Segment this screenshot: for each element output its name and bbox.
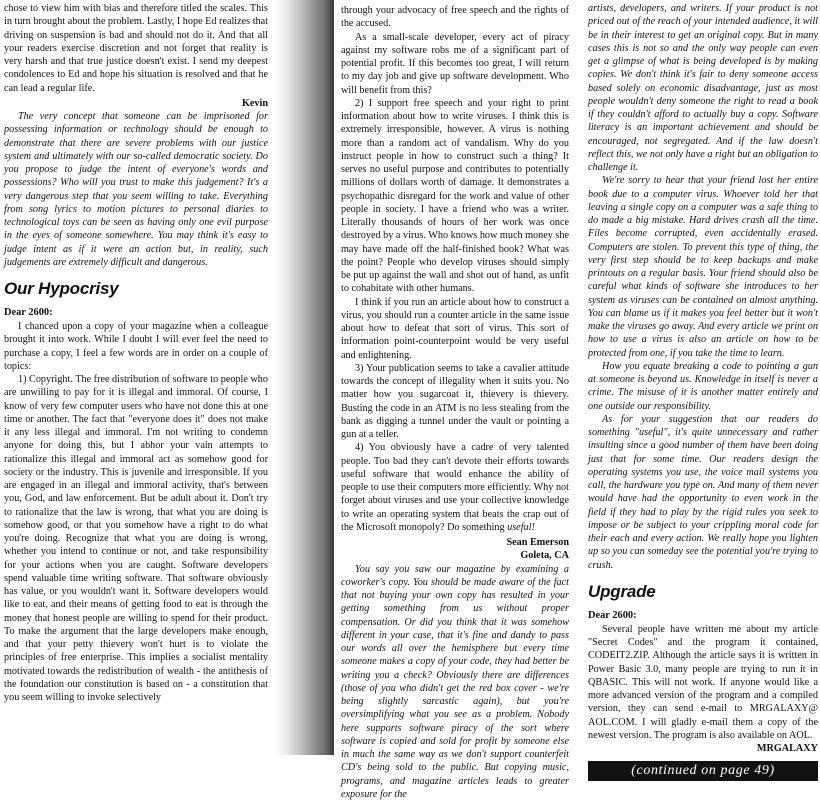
- letter-paragraph: As a small-scale developer, every act of piracy against my software robs me of a significant part of potential profit. If this becomes too great, I will return to my day job and give up software development. Who will benefit from this?: [341, 31, 569, 97]
- column-middle: [337, 0, 571, 755]
- editor-reply: We're sorry to hear that your friend lost her entire book due to a computer virus. Whoever told her that leaving a single copy on a computer was a safe thing to do made a big mistake. Hard drives crash all the time. Files become corrupted, even accidentally erased. Computers are stolen. To prevent this type of thing, the very first step should be to keep backups and make printouts on a regular basis. Your friend should also be careful what kinds of software she introduces to her system as viruses can be contained on almost anything. You can blame us if it makes you feel better but it won't make the viruses go away. And every article we print on how to use a virus is also an article on how to be protected from one, if you take the time to learn.: [588, 174, 818, 360]
- letter-salutation: Dear 2600:: [4, 307, 268, 318]
- editor-reply: As for your suggestion that our readers do something "useful", it's quite unnecessary and rather insulting since a good number of them have been doing just that for some time. Our readers design the operating systems you use, the voice mail systems you call, the hardware you type on. And many of them never would have had the opportunity to even work in the field if they had to play by the rigid rules you seek to impose or be subject to your crippling moral code for their each and every action. We really hope you lighten up so you can someday see the potential you're trying to crush.: [588, 413, 818, 572]
- letter-paragraph: I chanced upon a copy of your magazine when a colleague brought it into work. While I doubt I will ever feel the need to purchase a copy, I feel a few words are in order on a couple of topics:: [4, 320, 268, 373]
- letter-paragraph: [341, 441, 569, 534]
- section-heading: Upgrade: [588, 582, 818, 602]
- letter-paragraph: 2) I support free speech and your right to print information about how to write viruses. I think this is extremely irresponsible, however. A virus is nothing more than a random act of vandalism. Why do you instruct people in how to construct such a thing? It serves no useful purpose and contributes to potentially millions of dollars worth of damage. It demonstrates a psychopathic disregard for the work and value of other people in society. I have a friend who was a writer. Literally thousands of hours of her work was once destroyed by a virus. Who knows how much money she may have made off the half-finished book? What was the point? People who develop viruses should simply be put up against the wall and shot out of hand, as unfit to cohabitate with other humans.: [341, 97, 569, 296]
- emphasis-text: useful!: [507, 522, 535, 533]
- letter-signature: Kevin: [4, 97, 268, 110]
- letter-paragraph: Several people have written me about my article "Secret Codes" and the program it contained, CODEIT2.ZIP. Although the article says it is written in Power Basic 3.0, many people are trying to run it in QBASIC. This will not work. If anyone would like a more advanced version of the program and a compiled version, they can send e-mail to MRGALAXY@ AOL.COM. I will gladly e-mail them a copy of the newest version. The program is also available on AOL.: [588, 623, 818, 742]
- letter-paragraph: 3) Your publication seems to take a cavalier attitude towards the concept of illegality when it suits you. No matter how you sugarcoat it, thievery is thievery. Busting the code in an ATM is no less stealing from the bank as digging a tunnel under the vault or pointing a gun at a teller.: [341, 362, 569, 442]
- section-heading: Our Hypocrisy: [4, 279, 268, 299]
- letter-location: Goleta, CA: [341, 549, 569, 562]
- letter-text: chose to view him with bias and therefore titled the scales. This in turn brought about the problem. Lastly, I hope Ed realizes that driving on suspension is bad and should not do it. And that all your readers exercise discretion and not forget that reality is very harsh and that true justice doesn't exist. I send my deepest condolences to Ed and hope his situation is resolved and that he can lead a regular life.: [4, 2, 268, 95]
- column-right: [582, 0, 820, 755]
- editor-reply: How you equate breaking a code to pointing a gun at someone is beyond us. Knowledge in itself is never a crime. The misuse of it is another matter entirely and one outside our responsibility.: [588, 360, 818, 413]
- letter-paragraph-text: 4) You obviously have a cadre of very talented people. Too bad they can't devote their efforts towards useful software that would enhance the ability of people to use their computers more efficiently. Why not forget about viruses and use your collective knowledge to write an operating system that beats the crap out of the Microsoft monopoly? Do something: [341, 442, 569, 533]
- page-spine-shadow: [272, 0, 334, 755]
- editor-reply: You say you saw our magazine by examining a coworker's copy. You should be made aware of the fact that not buying your own copy has resulted in your getting something from us without proper compensation. Or did you think that it was somehow different in your case, that it's fine and dandy to pass our words all over the hemisphere but every time someone makes a copy of your code, they had better be writing you a check? Obviously there are differences (those of you who didn't get the red box cover - we're being slightly sarcastic again), but you're oversimplifying what you see as a problem. Nobody here supports software piracy of the sort where software is copied and sold for profit by someone else in much the same way as we don't support counterfeit CD's being sold to the public. But copying music, programs, and magazine articles leads to greater exposure for the: [341, 563, 569, 801]
- continued-banner: (continued on page 49): [588, 761, 818, 781]
- letter-salutation: Dear 2600:: [588, 610, 818, 621]
- editor-reply: The very concept that someone can be imprisoned for possessing information or technology should be enough to demonstrate that there are severe problems with our justice system and ultimately with our so-called democratic society. Do you propose to judge the intent of everyone's words and possessions? Who will you trust to make this judgement? It's a very dangerous step that you seem willing to take. Everything from song lyrics to motion pictures to personal diaries to technological toys can be seen as having only one evil purpose in the eyes of someone somewhere. You may think it's easy to judge intent as if it were an action but, in reality, such judgements are extremely difficult and dangerous.: [4, 110, 268, 269]
- column-left: [0, 0, 272, 755]
- editor-reply: artists, developers, and writers. If your product is not priced out of the reach of your intended audience, it will be in their interest to get an original copy. But in many cases this is not so and the only way people can even get a glimpse of what is being developed is by making copies. We don't think it's fair to deny someone access based solely on economic disadvantage, just as most people wouldn't deny someone the right to read a book if they couldn't afford to actually buy a copy. Software literacy is an important achievement and should be encouraged, not segregated. And if the law doesn't reflect this, we not only have a right but an obligation to challenge it.: [588, 2, 818, 174]
- letter-paragraph: I think if you run an article about how to construct a virus, you should run a counter article in the same issue about how to defeat that sort of virus. This sort of information point-counterpoint would be very useful and enlightening.: [341, 296, 569, 362]
- letter-paragraph: through your advocacy of free speech and the rights of the accused.: [341, 4, 569, 31]
- letter-paragraph: 1) Copyright. The free distribution of software to people who are unwilling to pay for it is illegal and immoral. Of course, I know of very few computer users who have not done this at one time or another. The fact that "everyone does it" does not make it any less illegal and immoral. I'm not writing to condemn anyone for doing this, but I abhor your vain attempts to rationalize this illegal and immoral act as somehow good for society or the industry. This is juvenile and irresponsible. If you are engaged in an illegal and immoral activity, that's between you, God, and law enforcement. But be adult about it. Don't try to rationalize that the law is wrong, that what you are doing is somehow good, or that you somehow have a right to do what you're doing. Recognize that what you are doing is wrong, whether you intend to continue or not, and take responsibility for your actions when you are caught. Software developers spend valuable time writing software. That software obviously has value, or you wouldn't want it. Software developers would like to eat, and their means of getting food to eat is through the money that honest people are willing to spend for their product. To make the argument that the large developers make enough, and that your petty thievery won't hurt is to violate the principles of free enterprise. This implies a socialist mentality motivated towards the redistribution of wealth - the antithesis of the foundation our constitution is based on - a constitution that you seem willing to invoke selectively: [4, 373, 268, 704]
- letter-signature: MRGALAXY: [588, 742, 818, 755]
- letter-signature: Sean Emerson: [341, 536, 569, 549]
